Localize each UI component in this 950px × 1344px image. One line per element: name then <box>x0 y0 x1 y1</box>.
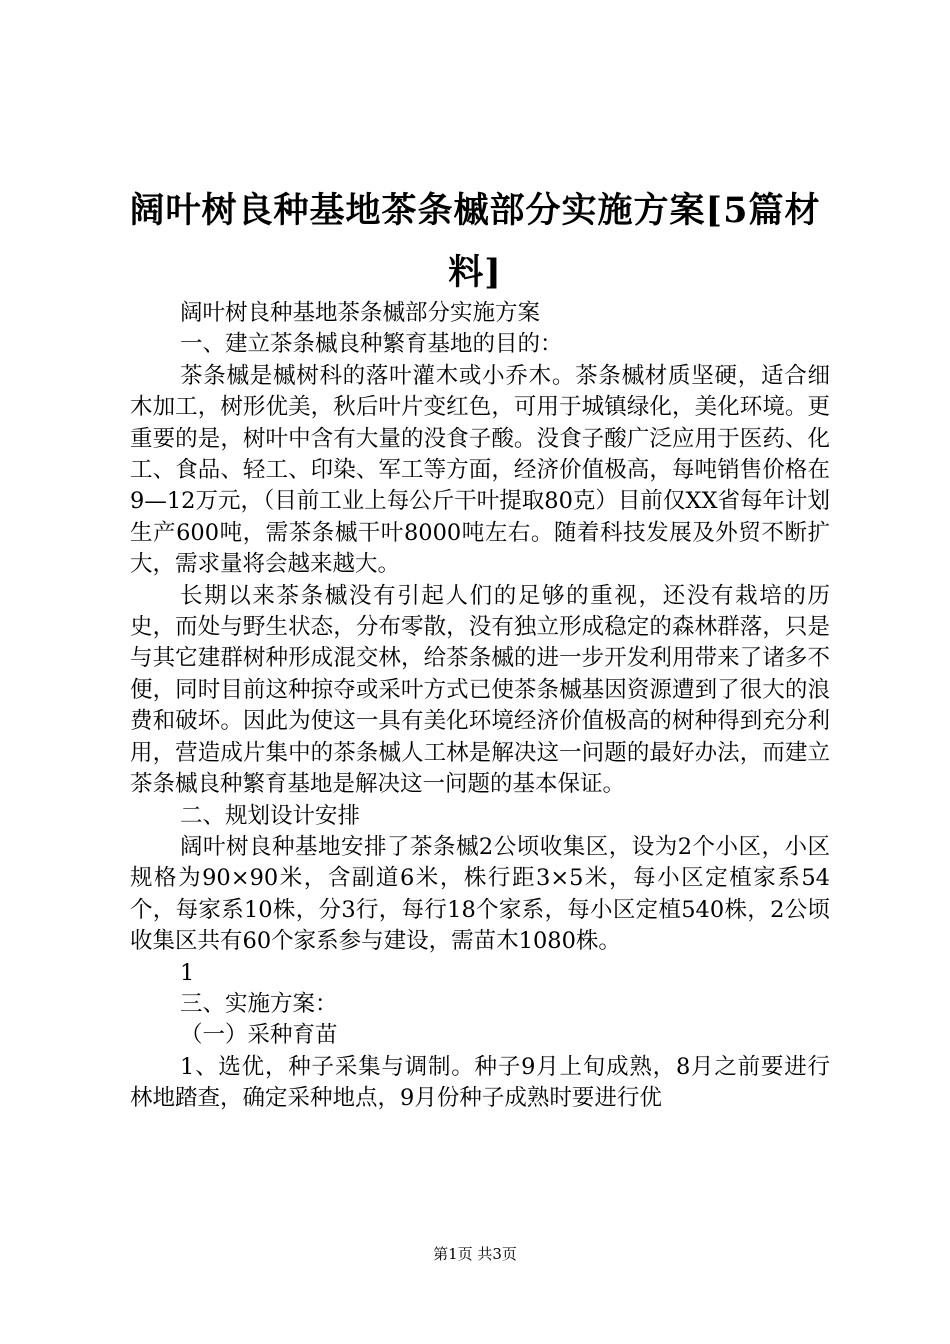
paragraph-number-marker: 1 <box>180 959 195 986</box>
subsection-heading-seeding: （一）采种育苗 <box>180 1022 338 1049</box>
section-heading-planning: 二、规划设计安排 <box>180 802 361 829</box>
section-heading-implementation: 三、实施方案： <box>180 990 338 1017</box>
paragraph-subtitle: 阔叶树良种基地茶条槭部分实施方案 <box>180 300 541 326</box>
document-title: 阔叶树良种基地茶条槭部分实施方案[5篇材料] <box>129 190 821 293</box>
paragraph-intro: 茶条槭是槭树科的落叶灌木或小乔木。茶条槭材质坚硬，适合细木加工，树形优美，秋后叶片变红色，可用于城镇绿化，美化环境。更重要的是，树叶中含有大量的没食子酸。没食子酸广泛应用于医药、化工、食品、轻工、印染、军工等方面，经济价值极高，每吨销售价格在9—12万元，（目前工业上每公斤干叶提取80克）目前仅XX省每年计划生产600吨，需茶条槭干叶8000吨左右。随着科技发展及外贸不断扩大，需求量将会越来越大。 <box>130 362 830 578</box>
paragraph-background: 长期以来茶条槭没有引起人们的足够的重视，还没有栽培的历史，而处与野生状态，分布零散，没有独立形成稳定的森林群落，只是与其它建群树种形成混交林，给茶条槭的进一步开发利用带来了诸多不便，同时目前这种掠夺或采叶方式已使茶条槭基因资源遭到了很大的浪费和破坏。因此为使这一具有美化环境经济价值极高的树种得到充分利用，营造成片集中的茶条槭人工林是解决这一问题的最好办法，而建立茶条槭良种繁育基地是解决这一问题的基本保证。 <box>130 582 830 798</box>
paragraph-planning: 阔叶树良种基地安排了茶条槭2公顷收集区，设为2个小区，小区规格为90×90米，含副道6米，株行距3×5米，每小区定植家系54个，每家系10株，分3行，每行18个家系，每小区定植540株，2公顷收集区共有60个家系参与建设，需苗木1080株。 <box>130 833 830 955</box>
document-body <box>130 298 830 1115</box>
page-footer: 第1页 共3页 <box>433 1245 517 1263</box>
section-heading-purpose: 一、建立茶条槭良种繁育基地的目的： <box>180 331 563 358</box>
paragraph-seed-selection: 1、选优，种子采集与调制。种子9月上旬成熟，8月之前要进行林地踏查，确定采种地点，9月份种子成熟时要进行优 <box>130 1053 830 1112</box>
